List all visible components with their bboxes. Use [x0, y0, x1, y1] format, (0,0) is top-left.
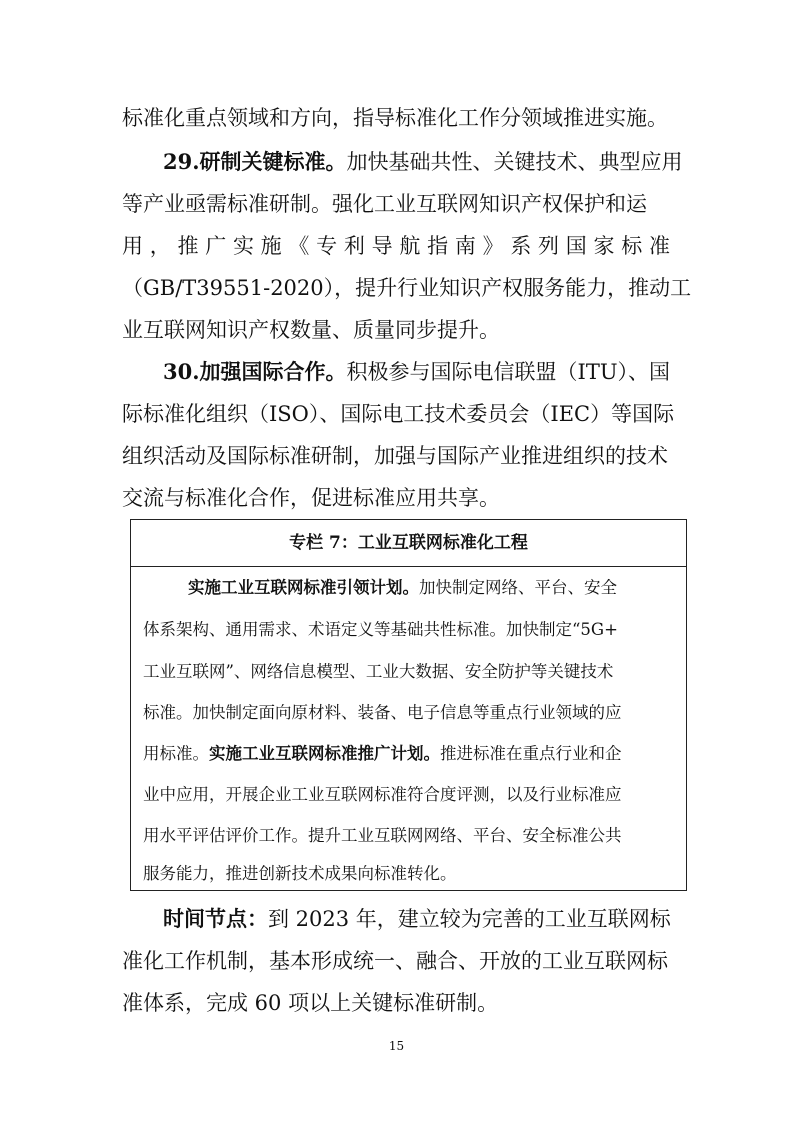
text-line: 等产业亟需标准研制。强化工业互联网知识产权保护和运: [122, 192, 647, 216]
box-text: 推进标准在重点行业和企: [440, 744, 622, 763]
box-heading: 实施工业互联网标准引领计划。: [188, 578, 419, 597]
box-text: 加快制定网络、平台、安全: [419, 578, 617, 597]
text-line: 标准化重点领域和方向，指导标准化工作分领域推进实施。: [122, 106, 668, 130]
section-heading: 29.研制关键标准。: [163, 149, 347, 174]
text-line: 际标准化组织（ISO）、国际电工技术委员会（IEC）等国际: [122, 402, 675, 426]
text-line: [163, 905, 671, 933]
text-line: 准体系，完成 60 项以上关键标准研制。: [122, 991, 499, 1015]
milestone-heading: 时间节点：: [163, 906, 268, 931]
box-text-line: 用水平评估评价工作。提升工业互联网网络、平台、安全标准公共: [143, 826, 622, 845]
text-line: 准化工作机制，基本形成统一、融合、开放的工业互联网标: [122, 949, 668, 973]
milestone-text: 到 2023 年，建立较为完善的工业互联网标: [268, 907, 671, 931]
box-text-line: 业中应用，开展企业工业互联网标准符合度评测，以及行业标准应: [143, 785, 622, 804]
box-text-line: 标准。加快制定面向原材料、装备、电子信息等重点行业领域的应: [143, 703, 622, 722]
column-7-box: [130, 519, 687, 891]
box-text-line: [188, 576, 617, 600]
text-line: 组织活动及国际标准研制，加强与国际产业推进组织的技术: [122, 444, 668, 468]
box-text-line: 体系架构、通用需求、术语定义等基础共性标准。加快制定“5G+: [143, 620, 618, 639]
section-heading: 30.加强国际合作。: [163, 359, 347, 384]
page-number: 15: [388, 1039, 405, 1053]
box-heading: 实施工业互联网标准推广计划。: [209, 744, 440, 763]
column-7-title: 专栏 7：工业互联网标准化工程: [289, 533, 528, 553]
box-text-line: 服务能力，推进创新技术成果向标准转化。: [143, 864, 457, 883]
box-text-line: 工业互联网”、网络信息模型、工业大数据、安全防护等关键技术: [143, 662, 614, 681]
section-text: 加快基础共性、关键技术、典型应用: [346, 150, 683, 174]
text-line: 业互联网知识产权数量、质量同步提升。: [122, 318, 500, 342]
box-text: 用标准。: [143, 744, 209, 763]
text-line: 用，推广实施《专利导航指南》系列国家标准: [122, 234, 670, 258]
text-line: （GB/T39551-2020），提升行业知识产权服务能力，推动工: [122, 276, 692, 300]
section-text: 积极参与国际电信联盟（ITU）、国: [346, 360, 671, 384]
text-line: [163, 148, 683, 176]
box-text-line: [143, 742, 622, 766]
text-line: [163, 358, 670, 386]
box-divider: [131, 566, 686, 567]
text-line: 交流与标准化合作，促进标准应用共享。: [122, 486, 500, 510]
